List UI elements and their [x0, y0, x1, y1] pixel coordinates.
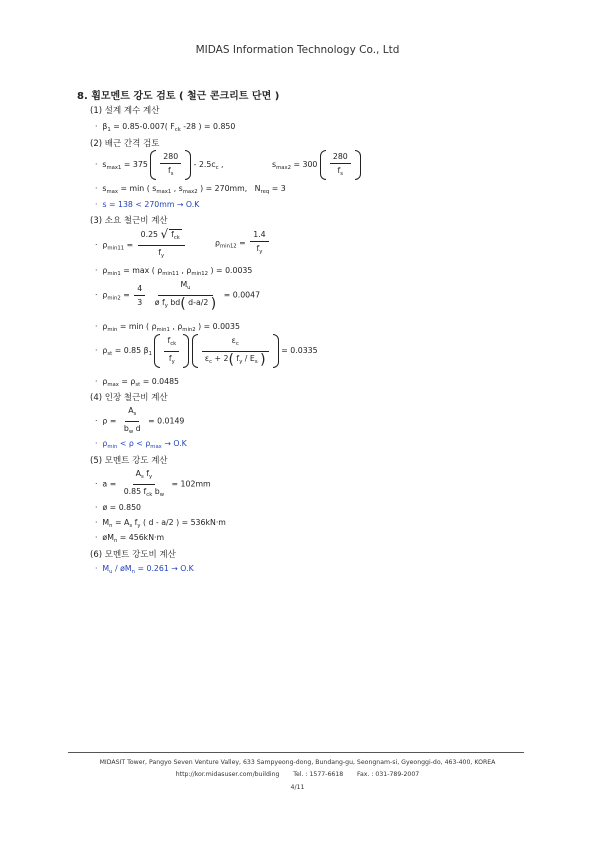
footer-fax: Fax. : 031-789-2007 — [356, 771, 420, 778]
s-check-line: · s = 138 < 270mm → O.K — [95, 200, 200, 209]
rho-min1-result: ) = 0.0035 — [210, 266, 253, 275]
rho-st-coef: 0.85 — [123, 346, 142, 355]
page-header: MIDAS Information Technology Co., Ltd — [195, 44, 400, 56]
phi-result: ø = 0.850 — [102, 503, 142, 512]
rho-min2-frac-num: 4 — [134, 283, 145, 296]
footer-website: http://kor.midasuser.com/building — [175, 771, 280, 778]
rho-check-line: · $\rho_{min} < \rho < \rho_{max} \to O.K$ — [95, 439, 187, 450]
rho-max-result: = 0.0485 — [142, 377, 180, 386]
footer-divider — [68, 752, 524, 753]
footer-tel: Tel. : 1577-6618 — [293, 771, 344, 778]
smax1-numerator: 280 — [160, 151, 181, 164]
a-result: = 102mm — [171, 479, 211, 489]
rho-min-result: ) = 0.0035 — [198, 322, 240, 331]
subsection-4-title: (4) 인장 철근비 계산 — [90, 393, 168, 403]
smax2-line: $s_{max2} = 300$ $\frac{280}{f_s}$ — [272, 150, 361, 180]
phimn-line: · $øM_n = 456kN\cdot m$ — [95, 533, 165, 544]
beta1-line: · $\beta_1 = 0.85-0.007$( $F_{ck}$ -28 ) = 0.850 — [95, 122, 236, 133]
phimn-result: = 456kN·m — [119, 533, 165, 542]
rho-min12-line: $\rho_{min12}$ = $\frac{1.4}{f_y}$ — [215, 229, 271, 258]
rho-check: → O.K — [164, 439, 187, 448]
rho-st-line: · $\rho_{st} = 0.85$ $\beta_1$ $\frac{f_{ck}}{f_y}$ $\frac{\varepsilon_c}{\varepsilon_c + 2( f_y / E_s )}$ = 0.0335 — [95, 335, 318, 368]
smax-line: · $s_{max} = \min$ ( $s_{max1}$ , $s_{max2}$ ) = 270mm, $N_{req} = 3$ — [95, 184, 286, 195]
section-title: 8. 휨모멘트 강도 검토 ( 철근 콘크리트 단면 ) — [77, 91, 280, 102]
footer-contact — [0, 771, 595, 778]
subsection-5-title: (5) 모멘트 강도 계산 — [90, 456, 168, 466]
smax2-numerator: 280 — [330, 151, 351, 164]
subsection-2-title: (2) 배근 간격 검토 — [90, 139, 160, 149]
rho-line: · ρ = $\frac{A_s}{b_w d}$ = 0.0149 — [95, 406, 185, 435]
mn-result: ) = 536kN·m — [176, 518, 226, 527]
rho-st-result: = 0.0335 — [281, 346, 318, 355]
smax-result: ) = 270mm, — [200, 184, 248, 193]
mn-line: · $M_n = A_s$ $f_y$ ( d - a/2 ) = 536kN·m — [95, 518, 226, 529]
subsection-3-title: (3) 소요 철근비 계산 — [90, 216, 168, 226]
nreq-value: = 3 — [271, 184, 286, 193]
ratio-result: = 0.261 → O.K — [137, 564, 194, 573]
smax1-coef: 375 — [132, 160, 148, 169]
smax1-tail: - 2.5c — [193, 160, 216, 169]
subsection-1-title: (1) 설계 계수 계산 — [90, 106, 160, 116]
smax1-line: · $s_{max1} = 375$ $\frac{280}{f_s}$ - $2.5c_c$ , — [95, 150, 224, 180]
rho-min2-result: = 0.0047 — [223, 290, 261, 300]
s-check: s = 138 < 270mm → O.K — [102, 200, 200, 209]
phi-line: · ø = 0.850 — [95, 503, 142, 512]
rho-min2-line: · $\rho_{min2}$ = $\frac{4}{3}$ $\frac{M_u}{ø f_y bd( d-a/2 )}$ = 0.0047 — [95, 280, 261, 312]
rho-min11-line: · $\rho_{min11}$ = $\frac{0.25 √ f_{ck}}{f_y}$ — [95, 229, 187, 262]
rho-min2-frac-den: 3 — [137, 298, 143, 307]
page-number: 4/11 — [290, 784, 305, 791]
subsection-6-title: (6) 모멘트 강도비 계산 — [90, 550, 176, 560]
smax2-coef: 300 — [302, 160, 318, 169]
rho-min1-line: · $\rho_{min1} = \max$ ( $\rho_{min11}$ , $\rho_{min12}$ ) = 0.0035 — [95, 266, 253, 277]
footer-address: MIDASIT Tower, Pangyo Seven Venture Valley, 633 Sampyeong-dong, Bundang-gu, Seongnam-si, Gyeonggi-do, 463-400, KOREA — [99, 759, 496, 766]
rho-min-line: · $\rho_{min} = \min$ ( $\rho_{min1}$ , $\rho_{min2}$ ) = 0.0035 — [95, 322, 240, 333]
ratio-line: · $M_u$ / $øM_n = 0.261 \to O.K$ — [95, 564, 194, 575]
rho-max-line: · $\rho_{max} = \rho_{st} = 0.0485$ — [95, 377, 180, 388]
rho-min12-numerator: 1.4 — [250, 229, 268, 242]
rho-result: = 0.0149 — [148, 416, 185, 426]
rho-min11-numerator: 0.25 — [140, 230, 158, 239]
beta1-result: = 0.850 — [204, 122, 236, 131]
a-line: · a = $\frac{A_s f_y}{0.85 f_{ck} b_w}$ = 102mm — [95, 469, 211, 498]
